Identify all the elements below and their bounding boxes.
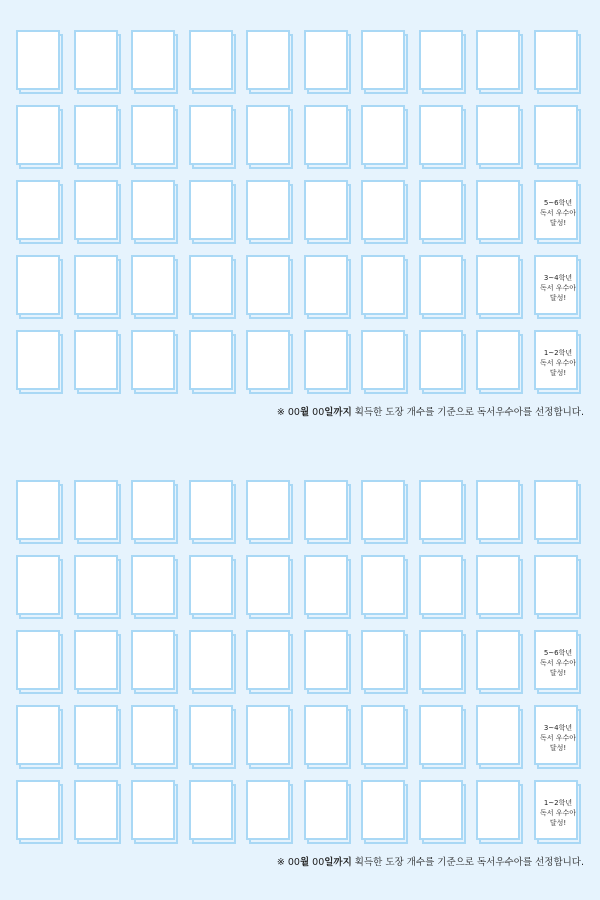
stamp-row [16,780,586,855]
stamp-slot[interactable] [131,555,181,621]
book-front-cover [131,780,175,840]
book-front-cover [131,30,175,90]
stamp-slot[interactable] [131,330,181,396]
book-front-cover [74,780,118,840]
book-front-cover [16,180,60,240]
stamp-slot[interactable] [534,480,584,546]
book-front-cover [16,630,60,690]
book-front-cover [304,480,348,540]
stamp-slot[interactable] [246,480,296,546]
stamp-slot[interactable] [16,780,66,846]
stamp-slot[interactable] [476,480,526,546]
book-front-cover [534,30,578,90]
milestone-line: 3~4학년 [543,724,573,732]
milestone-label [536,198,580,228]
note-day-prefix: 00 [309,407,325,418]
stamp-slot[interactable] [304,555,354,621]
stamp-slot[interactable] [361,255,411,321]
milestone-label [536,798,580,828]
stamp-slot[interactable] [246,330,296,396]
stamp-slot[interactable] [74,480,124,546]
book-front-cover [476,705,520,765]
stamp-slot[interactable] [476,255,526,321]
book-front-cover [304,180,348,240]
book-front-cover [131,180,175,240]
book-front-cover [419,705,463,765]
stamp-slot[interactable] [74,780,124,846]
stamp-row [16,330,586,405]
book-front-cover [74,480,118,540]
book-front-cover [189,30,233,90]
book-front-cover [189,480,233,540]
book-front-cover [476,780,520,840]
stamp-slot[interactable] [246,105,296,171]
book-front-cover [361,705,405,765]
milestone-line: 달성! [549,369,567,377]
stamp-slot[interactable] [304,30,354,96]
note-day: 일까지 [324,857,352,868]
stamp-slot[interactable] [361,630,411,696]
book-front-cover [246,330,290,390]
stamp-slot[interactable] [361,480,411,546]
stamp-slot[interactable] [246,30,296,96]
book-front-cover [476,480,520,540]
stamp-slot[interactable] [361,705,411,771]
book-front-cover [189,555,233,615]
stamp-slot[interactable] [189,555,239,621]
milestone-line: 독서 우수아 [539,209,577,217]
book-front-cover [361,180,405,240]
stamp-slot[interactable] [74,30,124,96]
milestone-label [536,648,580,678]
book-front-cover [189,105,233,165]
book-front-cover [361,105,405,165]
book-front-cover [419,780,463,840]
book-front-cover [304,30,348,90]
note-day-prefix: 00 [309,857,325,868]
stamp-slot[interactable] [74,255,124,321]
book-front-cover [246,480,290,540]
stamp-slot[interactable] [476,30,526,96]
stamp-slot[interactable] [304,480,354,546]
stamp-slot[interactable] [131,480,181,546]
note-month: 월 [299,407,310,418]
selection-note [277,854,584,868]
stamp-slot[interactable] [419,630,469,696]
book-front-cover [131,480,175,540]
stamp-slot[interactable] [189,630,239,696]
stamp-slot[interactable] [16,330,66,396]
book-front-cover [476,180,520,240]
note-day: 일까지 [324,407,352,418]
stamp-slot[interactable] [131,105,181,171]
book-front-cover [534,180,578,240]
book-front-cover [74,105,118,165]
book-front-cover [534,705,578,765]
stamp-slot[interactable] [74,180,124,246]
milestone-line: 독서 우수아 [539,284,577,292]
book-front-cover [131,255,175,315]
stamp-slot[interactable] [131,705,181,771]
book-front-cover [16,705,60,765]
book-front-cover [74,255,118,315]
note-month: 월 [299,857,310,868]
book-front-cover [361,555,405,615]
stamp-sheet-2 [0,450,600,900]
book-front-cover [534,630,578,690]
book-front-cover [534,780,578,840]
milestone-line: 달성! [549,744,567,752]
milestone-line: 3~4학년 [543,274,573,282]
book-front-cover [476,630,520,690]
stamp-slot[interactable] [304,780,354,846]
stamp-slot[interactable] [419,30,469,96]
book-front-cover [189,705,233,765]
book-front-cover [16,30,60,90]
stamp-slot[interactable] [246,555,296,621]
book-front-cover [304,105,348,165]
book-front-cover [304,255,348,315]
book-front-cover [419,105,463,165]
book-front-cover [534,555,578,615]
stamp-slot[interactable] [189,780,239,846]
stamp-slot[interactable] [419,255,469,321]
stamp-slot[interactable] [246,180,296,246]
stamp-slot[interactable] [189,705,239,771]
stamp-row [16,255,586,330]
book-front-cover [304,630,348,690]
stamp-slot[interactable] [131,780,181,846]
stamp-slot[interactable] [361,30,411,96]
book-front-cover [189,630,233,690]
stamp-slot[interactable] [189,255,239,321]
book-front-cover [189,780,233,840]
note-rest: 획득한 도장 개수를 기준으로 독서우수아를 선정합니다. [351,857,584,868]
book-front-cover [131,705,175,765]
book-front-cover [246,105,290,165]
stamp-slot[interactable] [189,330,239,396]
stamp-slot[interactable] [189,105,239,171]
book-front-cover [361,30,405,90]
stamp-slot[interactable] [304,180,354,246]
book-front-cover [304,330,348,390]
milestone-line: 독서 우수아 [539,659,577,667]
stamp-slot[interactable] [534,105,584,171]
stamp-row [16,705,586,780]
stamp-slot[interactable] [304,330,354,396]
stamp-slot[interactable] [16,255,66,321]
book-front-cover [476,555,520,615]
stamp-slot[interactable] [534,330,584,396]
milestone-line: 1~2학년 [543,799,573,807]
milestone-line: 독서 우수아 [539,359,577,367]
milestone-line: 5~6학년 [543,199,573,207]
book-front-cover [131,555,175,615]
book-front-cover [419,330,463,390]
book-front-cover [419,180,463,240]
book-front-cover [189,255,233,315]
book-front-cover [74,30,118,90]
stamp-slot[interactable] [246,780,296,846]
book-front-cover [16,780,60,840]
stamp-slot[interactable] [419,480,469,546]
book-front-cover [16,255,60,315]
book-front-cover [74,630,118,690]
stamp-slot[interactable] [534,30,584,96]
stamp-slot[interactable] [419,705,469,771]
stamp-slot[interactable] [476,180,526,246]
stamp-slot[interactable] [476,630,526,696]
book-front-cover [304,705,348,765]
stamp-row [16,30,586,105]
stamp-grid [16,480,586,855]
book-front-cover [361,480,405,540]
book-front-cover [534,255,578,315]
book-front-cover [246,255,290,315]
stamp-slot[interactable] [246,705,296,771]
stamp-slot[interactable] [534,705,584,771]
stamp-slot[interactable] [361,555,411,621]
note-prefix: ※ 00 [276,857,300,868]
stamp-slot[interactable] [16,705,66,771]
stamp-slot[interactable] [534,255,584,321]
stamp-slot[interactable] [131,255,181,321]
book-front-cover [246,30,290,90]
stamp-slot[interactable] [16,630,66,696]
stamp-slot[interactable] [534,180,584,246]
book-front-cover [16,555,60,615]
stamp-slot[interactable] [419,555,469,621]
book-front-cover [361,630,405,690]
stamp-slot[interactable] [419,780,469,846]
stamp-slot[interactable] [534,630,584,696]
book-front-cover [246,630,290,690]
stamp-slot[interactable] [476,705,526,771]
stamp-slot[interactable] [131,180,181,246]
book-front-cover [16,105,60,165]
stamp-slot[interactable] [361,330,411,396]
milestone-line: 달성! [549,669,567,677]
stamp-slot[interactable] [361,180,411,246]
book-front-cover [419,255,463,315]
book-front-cover [74,705,118,765]
book-front-cover [419,630,463,690]
book-front-cover [476,255,520,315]
book-front-cover [476,30,520,90]
stamp-row [16,555,586,630]
stamp-row [16,630,586,705]
stamp-slot[interactable] [304,630,354,696]
stamp-slot[interactable] [74,705,124,771]
milestone-label [536,723,580,753]
book-front-cover [534,105,578,165]
milestone-line: 달성! [549,819,567,827]
milestone-line: 5~6학년 [543,649,573,657]
stamp-slot[interactable] [74,330,124,396]
book-front-cover [131,630,175,690]
stamp-slot[interactable] [419,105,469,171]
stamp-slot[interactable] [304,105,354,171]
book-front-cover [131,105,175,165]
stamp-slot[interactable] [16,480,66,546]
book-front-cover [361,255,405,315]
milestone-line: 독서 우수아 [539,734,577,742]
stamp-slot[interactable] [419,330,469,396]
milestone-line: 달성! [549,294,567,302]
stamp-slot[interactable] [304,705,354,771]
stamp-slot[interactable] [189,180,239,246]
stamp-slot[interactable] [16,555,66,621]
book-front-cover [74,330,118,390]
stamp-slot[interactable] [246,255,296,321]
book-front-cover [246,705,290,765]
stamp-slot[interactable] [131,630,181,696]
stamp-slot[interactable] [361,105,411,171]
book-front-cover [246,555,290,615]
book-front-cover [131,330,175,390]
milestone-line: 달성! [549,219,567,227]
stamp-slot[interactable] [246,630,296,696]
stamp-slot[interactable] [476,555,526,621]
stamp-row [16,105,586,180]
book-front-cover [534,480,578,540]
stamp-slot[interactable] [304,255,354,321]
stamp-slot[interactable] [534,555,584,621]
stamp-slot[interactable] [189,480,239,546]
stamp-slot[interactable] [419,180,469,246]
stamp-row [16,480,586,555]
stamp-slot[interactable] [74,555,124,621]
milestone-label [536,273,580,303]
note-prefix: ※ 00 [276,407,300,418]
note-rest: 획득한 도장 개수를 기준으로 독서우수아를 선정합니다. [351,407,584,418]
stamp-row [16,180,586,255]
stamp-grid [16,30,586,405]
milestone-line: 독서 우수아 [539,809,577,817]
book-front-cover [74,180,118,240]
book-front-cover [74,555,118,615]
book-front-cover [189,180,233,240]
stamp-slot[interactable] [16,30,66,96]
book-front-cover [476,105,520,165]
stamp-slot[interactable] [16,180,66,246]
book-front-cover [304,780,348,840]
milestone-line: 1~2학년 [543,349,573,357]
stamp-slot[interactable] [74,630,124,696]
stamp-slot[interactable] [189,30,239,96]
stamp-slot[interactable] [131,30,181,96]
stamp-slot[interactable] [476,780,526,846]
book-front-cover [476,330,520,390]
book-front-cover [246,180,290,240]
milestone-label [536,348,580,378]
book-front-cover [189,330,233,390]
book-front-cover [304,555,348,615]
book-front-cover [246,780,290,840]
book-front-cover [419,480,463,540]
stamp-slot[interactable] [476,330,526,396]
stamp-slot[interactable] [476,105,526,171]
book-front-cover [361,330,405,390]
book-front-cover [419,555,463,615]
book-front-cover [534,330,578,390]
selection-note [277,404,584,418]
book-front-cover [16,480,60,540]
stamp-slot[interactable] [16,105,66,171]
book-front-cover [16,330,60,390]
book-front-cover [419,30,463,90]
book-front-cover [361,780,405,840]
stamp-slot[interactable] [534,780,584,846]
stamp-slot[interactable] [74,105,124,171]
stamp-slot[interactable] [361,780,411,846]
